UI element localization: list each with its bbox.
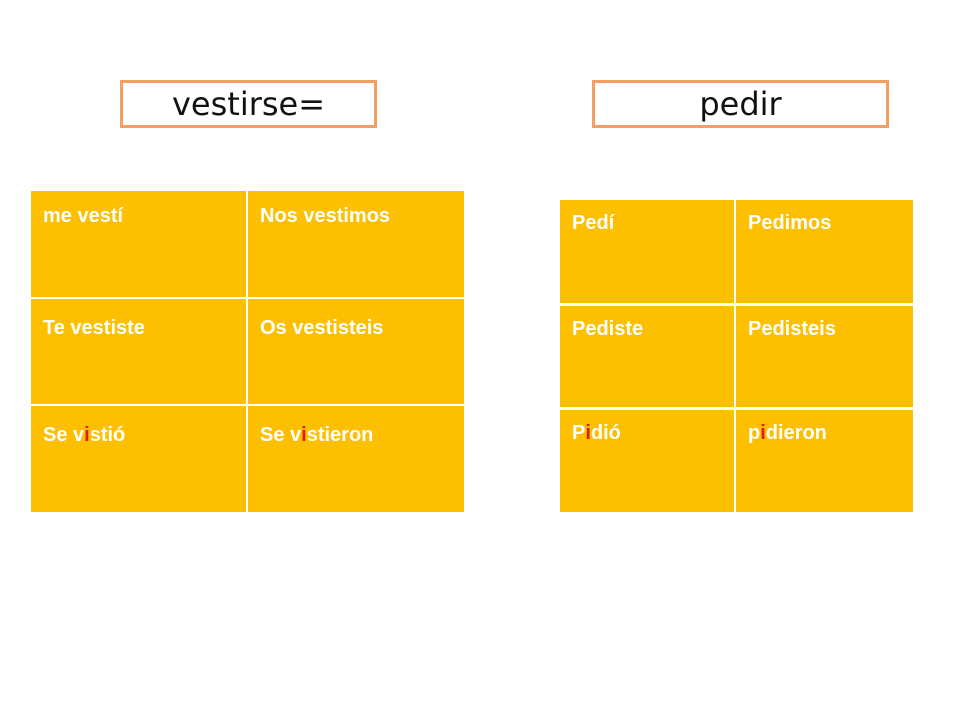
table-cell xyxy=(735,304,913,408)
table-cell xyxy=(247,405,464,512)
stem-change-letter: i xyxy=(585,421,591,444)
table-cell xyxy=(735,200,913,304)
table-cell xyxy=(31,405,247,512)
conjugation-tu: Pediste xyxy=(572,317,644,340)
table-cell xyxy=(560,408,735,512)
vestirse-title-box xyxy=(120,80,377,128)
table-cell xyxy=(735,408,913,512)
conjugation-nosotros: Pedimos xyxy=(748,212,832,234)
table-cell xyxy=(560,200,735,304)
conjugation-vosotros: Os vestisteis xyxy=(260,317,384,339)
table-row xyxy=(560,200,913,304)
conjugation-yo: Pedí xyxy=(572,212,615,234)
stem-change-letter: i xyxy=(760,421,766,444)
table-row xyxy=(31,191,464,298)
conjugation-nosotros: Nos vestimos xyxy=(260,205,391,227)
conjugation-el: Pidió xyxy=(572,421,621,444)
vestirse-conjugation-table xyxy=(31,191,464,512)
conjugation-ellos: pidieron xyxy=(748,421,827,444)
table-cell xyxy=(247,191,464,298)
table-cell xyxy=(31,298,247,405)
vestirse-title: vestirse= xyxy=(171,85,326,123)
conjugation-yo: me vestí xyxy=(43,205,124,227)
pedir-title-box xyxy=(592,80,889,128)
pedir-title: pedir xyxy=(699,85,782,123)
pedir-conjugation-table xyxy=(560,200,913,512)
table-row xyxy=(560,304,913,408)
table-row xyxy=(31,405,464,512)
stem-change-letter: i xyxy=(84,424,90,446)
conjugation-vosotros: Pedisteis xyxy=(748,317,836,340)
table-cell xyxy=(560,304,735,408)
table-row xyxy=(31,298,464,405)
conjugation-tu: Te vestiste xyxy=(43,317,145,339)
table-cell xyxy=(31,191,247,298)
table-row xyxy=(560,408,913,512)
stem-change-letter: i xyxy=(301,424,307,446)
table-cell xyxy=(247,298,464,405)
conjugation-ellos: Se vistieron xyxy=(260,424,374,446)
conjugation-el: Se vistió xyxy=(43,424,126,446)
